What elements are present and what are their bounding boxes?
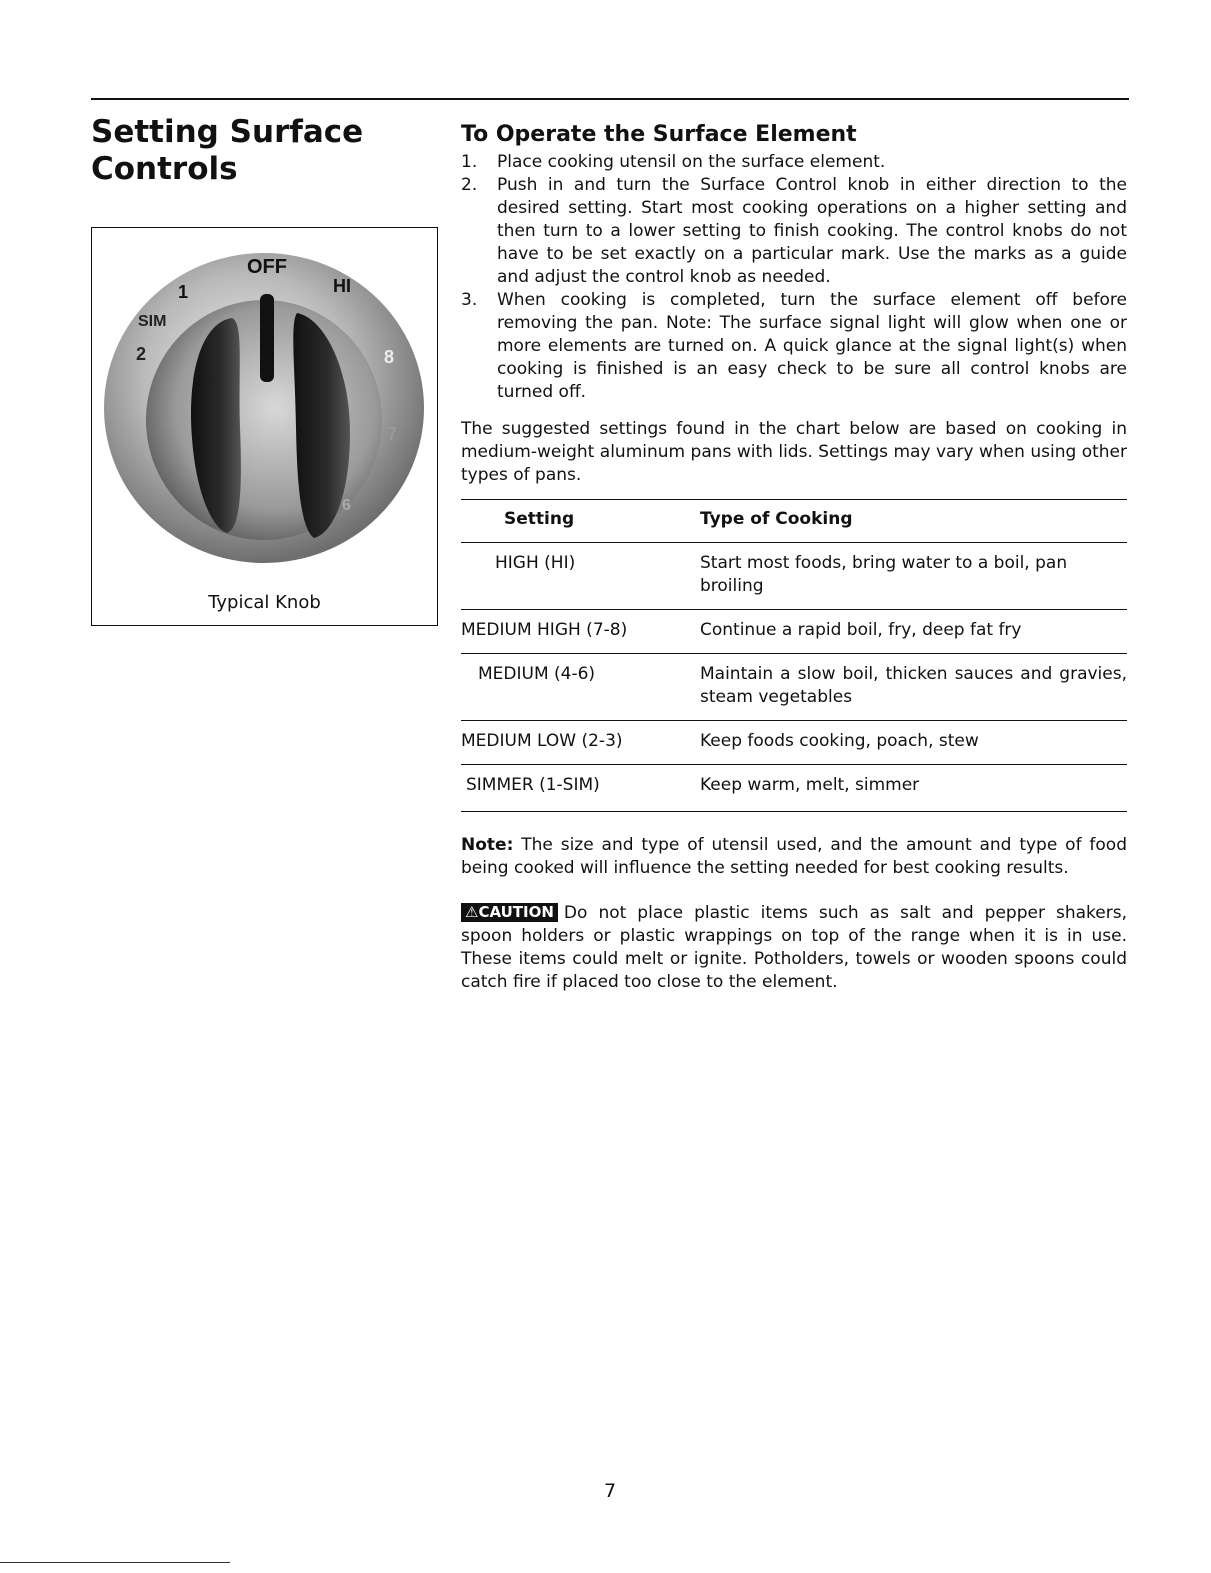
list-item: [461, 174, 1127, 289]
type-cell: Start most foods, bring water to a boil, pan broiling: [700, 543, 1127, 610]
step-number: 1.: [461, 152, 478, 172]
bottom-divider: [0, 1562, 230, 1563]
caution-badge: [461, 903, 558, 922]
knob-label-off: OFF: [247, 256, 287, 278]
knob-illustration: [92, 228, 439, 627]
table-header-row: [461, 500, 1127, 543]
setting-cell: MEDIUM (4-6): [461, 654, 700, 721]
page-number: 7: [603, 1480, 617, 1502]
caution-paragraph: [461, 902, 1127, 994]
table-row: [461, 765, 1127, 812]
type-cell: Continue a rapid boil, fry, deep fat fry: [700, 610, 1127, 654]
knob-label-1: 1: [178, 282, 189, 302]
list-item: [461, 289, 1127, 404]
caution-text: Do not place plastic items such as salt and pepper shakers, spoon holders or plastic wrappings on top of the range when it is in use. These items could melt or ignite. Potholders, towels or wooden spoons could catch fire if placed too close to the element.: [461, 903, 1127, 992]
type-cell: Keep foods cooking, poach, stew: [700, 721, 1127, 765]
table-row: [461, 610, 1127, 654]
note-paragraph: [461, 834, 1127, 880]
step-text: Push in and turn the Surface Control knob in either direction to the desired setting. Start most cooking operations on a higher setting and then turn to a lower setting to finish cooking. The control knobs do not have to be set exactly on a particular mark. Use the marks as a guide and adjust the control knob as needed.: [497, 175, 1127, 287]
knob-label-2: 2: [136, 344, 147, 364]
setting-cell: MEDIUM HIGH (7-8): [461, 610, 700, 654]
steps-list: [461, 151, 1127, 404]
step-number: 2.: [461, 175, 478, 195]
table-row: [461, 654, 1127, 721]
setting-cell: HIGH (HI): [461, 543, 700, 610]
knob-label-8: 8: [384, 347, 395, 367]
figure-caption: Typical Knob: [208, 592, 321, 613]
type-cell: Keep warm, melt, simmer: [700, 775, 920, 795]
knob-figure: [91, 227, 438, 626]
note-label: Note:: [461, 835, 514, 855]
warning-icon: ⚠: [465, 903, 479, 921]
setting-cell: MEDIUM LOW (2-3): [461, 721, 700, 765]
knob-label-sim: SIM: [138, 313, 167, 330]
knob-pointer: [260, 294, 274, 382]
section-title: Setting Surface Controls: [91, 114, 364, 187]
table-row: [461, 543, 1127, 610]
content-column: [461, 121, 1127, 1011]
table-row: [461, 721, 1127, 765]
type-cell: Maintain a slow boil, thicken sauces and gravies, steam vegetables: [700, 654, 1127, 721]
caution-label: CAUTION: [478, 903, 554, 921]
list-item: [461, 151, 1127, 174]
header-type: Type of Cooking: [700, 500, 1127, 543]
intro-paragraph: The suggested settings found in the chart below are based on cooking in medium-weight aluminum pans with lids. Settings may vary when using other types of pans.: [461, 419, 1127, 485]
operate-heading: To Operate the Surface Element: [461, 122, 857, 147]
setting-cell: SIMMER (1-SIM): [466, 775, 600, 795]
step-number: 3.: [461, 290, 478, 310]
settings-table: [461, 499, 1127, 812]
knob-label-7: 7: [387, 424, 398, 444]
top-divider: [91, 98, 1129, 100]
knob-label-6: 6: [342, 497, 351, 514]
header-setting: Setting: [461, 500, 700, 543]
step-text: Place cooking utensil on the surface element.: [497, 152, 886, 172]
step-text: When cooking is completed, turn the surface element off before removing the pan. Note: The surface signal light will glow when one or more elements are turned on. A quick glance at the signal light(s) when cooking is finished is an easy check to be sure all control knobs are turned off.: [497, 290, 1127, 402]
knob-label-hi: HI: [333, 276, 351, 296]
note-text: The size and type of utensil used, and the amount and type of food being cooked will influence the setting needed for best cooking results.: [461, 835, 1127, 878]
